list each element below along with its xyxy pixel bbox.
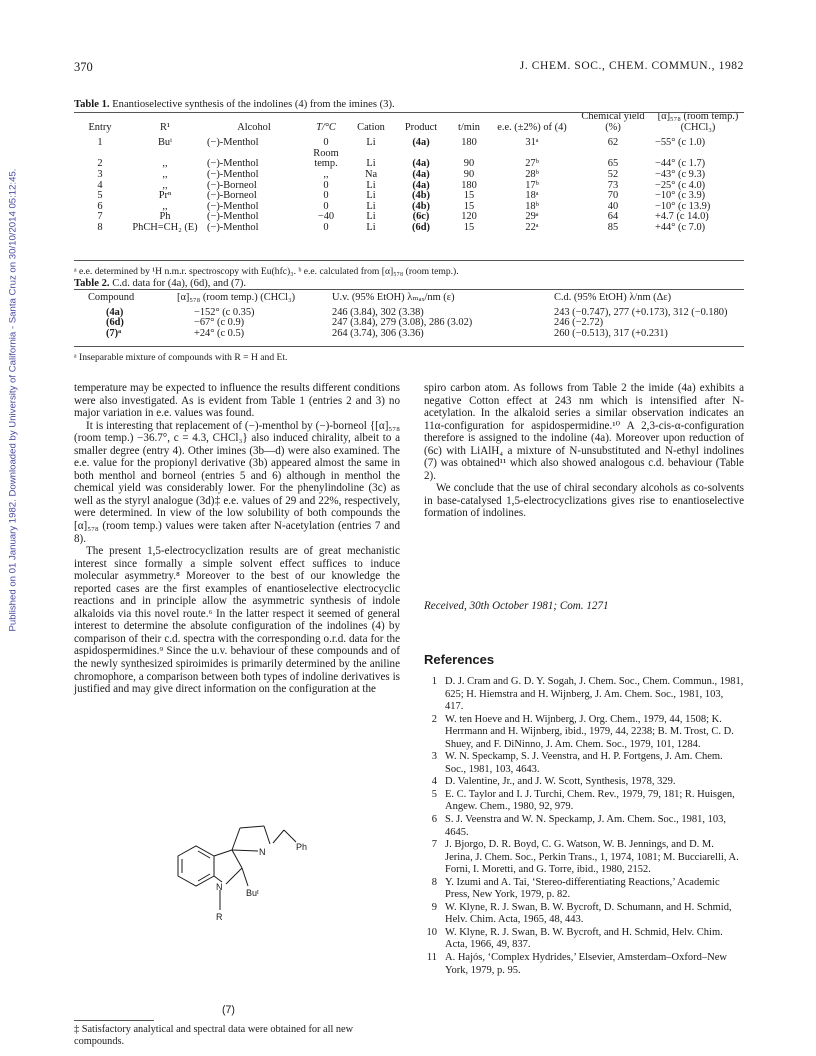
table1-cell-ee: 29ᵃ xyxy=(525,211,539,223)
table1-cell-alcohol: (−)-Menthol xyxy=(207,221,259,233)
table1-cell-time: 180 xyxy=(461,179,477,191)
table2-cell-uv: 264 (3.74), 306 (3.36) xyxy=(332,327,424,339)
reference-text: J. Bjorgo, D. R. Boyd, C. G. Watson, W. B. Jennings, and D. M. Jerina, J. Chem. Soc., Perkin Trans., 1, 1974, 1081; M. Bucciarelli, A. Forni, I. Moretti, and G. Torre, ibid., 1980, 2152. xyxy=(445,839,739,876)
table1-cell-time: 90 xyxy=(463,158,475,170)
reference-item xyxy=(424,902,744,927)
table1-cell-entry: 1 xyxy=(97,137,103,149)
table1-row xyxy=(74,202,744,213)
table1-cell-product: (4a) xyxy=(412,168,430,180)
table1-cell-rotation: +44° (c 7.0) xyxy=(655,221,706,233)
table1-cell-temp: 0 xyxy=(323,221,329,233)
table1-cell-alcohol: (−)-Borneol xyxy=(207,179,257,191)
table1-cell-rotation: −43° (c 9.3) xyxy=(655,168,706,180)
table1-cell-temp: 0 xyxy=(323,137,329,149)
table1-cell-time: 120 xyxy=(461,211,477,223)
table1-cell-rotation: −25° (c 4.0) xyxy=(655,179,706,191)
table2-cell-cd: 260 (−0.513), 317 (+0.231) xyxy=(554,327,668,339)
table2-cell-uv: 247 (3.84), 279 (3.08), 286 (3.02) xyxy=(332,317,473,329)
reference-item xyxy=(424,877,744,902)
table1-cell-yield: 65 xyxy=(607,158,619,170)
table1-cell-entry: 2 xyxy=(97,158,103,170)
table1-cell-product: (4a) xyxy=(412,137,430,149)
table1-cell-r1: Prⁿ xyxy=(158,190,172,202)
table2-row xyxy=(74,329,744,340)
table1-cell-alcohol: (−)-Menthol xyxy=(207,168,259,180)
left-paragraph-3: The present 1,5-electrocyclization results are of great mechanistic interest since formally a simple solvent effect suffices to induce molecular asymmetry.⁸ Moreover to the best of our knowledge the reported cases are the first examples of enantioselective electrocyclic reactions and in principle allow the asymmetric synthesis of indole alkaloids via this novel route.⁶ In the latter respect it seemed of general interest to determine the absolute configuration of the indolines (4) by comparison of their c.d. spectra with the corresponding o.r.d. data for the aspidospermidines.⁹ Since the u.v. behaviour of these compounds and of the newly synthesized spiroimides is primarily determined by the aniline chromophore, a comparison between both types of indoline derivatives is justified and may give direct information on the configuration at the xyxy=(74,545,400,696)
download-watermark xyxy=(6,140,20,660)
table1-footnote: ᵃ e.e. determined by ¹H n.m.r. spectroscopy with Eu(hfc)₃. ᵇ e.e. calculated from [α]₅₇₈ (room temp.). xyxy=(74,266,459,277)
right-paragraph-2: We conclude that the use of chiral secondary alcohols as co-solvents in base-catalysed 1,5-electrocyclizations gives rise to enantioselective formation of indolines. xyxy=(424,482,744,520)
reference-text: E. C. Taylor and I. J. Turchi, Chem. Rev., 1979, 79, 181; R. Huisgen, Angew. Chem., 1980, 92, 979. xyxy=(445,788,735,813)
table1-cell-temp: 0 xyxy=(323,190,329,202)
reference-number: 8 xyxy=(431,876,437,888)
table1-cell-rotation: −10° (c 3.9) xyxy=(655,190,706,202)
page-number: 370 xyxy=(74,60,93,74)
table1-row xyxy=(74,181,744,192)
t2-col-uv: U.v. (95% EtOH) λₘₐₓ/nm (ε) xyxy=(332,292,455,303)
references-list xyxy=(424,676,744,977)
reference-item xyxy=(424,789,744,814)
reference-item xyxy=(424,714,744,752)
download-watermark-text: Published on 01 January 1982. Downloaded by University of California - Santa Cruz on 30/10/2014 05:12:45. xyxy=(7,168,19,632)
table2-cell-rotation: +24° (c 0.5) xyxy=(194,327,245,339)
table1-cell-cation: Li xyxy=(366,158,376,170)
reference-number: 6 xyxy=(431,814,437,826)
table1-cell-yield: 64 xyxy=(607,211,619,223)
table1-cell-cation: Li xyxy=(366,137,376,149)
table1-cell-ee: 22ᵃ xyxy=(525,221,539,233)
table1-cell-entry: 3 xyxy=(97,168,103,180)
t2-col-cd: C.d. (95% EtOH) λ/nm (Δε) xyxy=(554,292,672,303)
table1-cell-time: 15 xyxy=(463,221,475,233)
table1-cell-alcohol: (−)-Menthol xyxy=(207,200,259,212)
table1-cell-ee: 31ᵃ xyxy=(525,137,539,149)
table1-cell-time: 90 xyxy=(463,168,475,180)
table1-cell-temp: 0 xyxy=(323,200,329,212)
col-time: t/min xyxy=(458,121,480,133)
table1-cell-cation: Li xyxy=(366,211,376,223)
table1-caption xyxy=(74,99,395,110)
reference-text: Y. Izumi and A. Tai, ‘Stereo-differentiating Reactions,’ Academic Press, New York, 1979, p. 82. xyxy=(445,876,720,901)
table1-cell-ee: 17ᵇ xyxy=(525,179,539,191)
reference-item xyxy=(424,839,744,877)
table1-cell-r1: PhCH=CH₂ (E) xyxy=(132,221,198,233)
received-line: Received, 30th October 1981; Com. 1271 xyxy=(424,600,609,612)
col-temp: T/°C xyxy=(316,121,336,133)
table1-cell-product: (4b) xyxy=(412,190,430,202)
table1-cell-rotation: −55° (c 1.0) xyxy=(655,137,706,149)
col-r1: R¹ xyxy=(159,121,171,133)
footnote-rule xyxy=(74,1020,154,1021)
n-label-indoline: N xyxy=(216,882,223,892)
reference-number: 10 xyxy=(426,926,437,938)
table2-caption xyxy=(74,278,246,289)
table1-cell-ee: 28ᵇ xyxy=(525,168,539,180)
table1-cell-r1: Buᵗ xyxy=(157,137,173,149)
table2-cell-cd: 246 (−2.72) xyxy=(554,317,604,329)
table1-cell-product: (4b) xyxy=(412,200,430,212)
table1-cell-temp: −40 xyxy=(317,211,335,223)
reference-item xyxy=(424,814,744,839)
table1-cell-r1: ,, xyxy=(162,179,168,191)
left-column xyxy=(74,382,400,696)
table1 xyxy=(74,112,744,234)
reference-number: 4 xyxy=(431,776,437,788)
table1-cell-product: (4a) xyxy=(412,158,430,170)
reference-text: W. ten Hoeve and H. Wijnberg, J. Org. Chem., 1979, 44, 1508; K. Herrmann and H. Wijnberg, ibid., 1979, 44, 2238; B. M. Trost, C. D. Shuey, and F. DiNinno, J. Am. Chem. Soc., 1979, 101, 1284. xyxy=(445,713,734,750)
table1-row xyxy=(74,170,744,181)
reference-text: W. N. Speckamp, S. J. Veenstra, and H. P. Fortgens, J. Am. Chem. Soc., 1981, 103, 4643. xyxy=(445,751,723,775)
col-cation: Cation xyxy=(357,121,385,133)
table1-cell-time: 180 xyxy=(461,137,477,149)
table1-cell-alcohol: (−)-Menthol xyxy=(207,211,259,223)
table1-cell-yield: 40 xyxy=(607,200,619,212)
table2-bottom-rule xyxy=(74,346,744,347)
table1-cell-yield: 70 xyxy=(607,190,619,202)
table1-cell-temp: ,, xyxy=(323,168,329,180)
reference-item xyxy=(424,927,744,952)
table1-row xyxy=(74,223,744,234)
table1-cell-yield: 73 xyxy=(607,179,619,191)
table2 xyxy=(74,293,744,339)
table1-cell-time: 15 xyxy=(463,190,475,202)
table1-top-rule xyxy=(74,112,744,113)
table1-cell-cation: Li xyxy=(366,190,376,202)
table1-cell-entry: 4 xyxy=(97,179,103,191)
table1-cell-rotation: +4.7 (c 14.0) xyxy=(655,211,709,223)
table1-cell-cation: Li xyxy=(366,200,376,212)
table2-top-rule xyxy=(74,289,744,290)
running-title: J. CHEM. SOC., CHEM. COMMUN., 1982 xyxy=(519,60,744,72)
right-column xyxy=(424,382,744,520)
reference-number: 5 xyxy=(431,788,437,800)
table2-cell-compound: (4a) xyxy=(106,306,124,318)
table1-cell-rotation: −44° (c 1.7) xyxy=(655,158,706,170)
structure-7-drawing xyxy=(160,818,310,978)
reference-number: 7 xyxy=(431,839,437,851)
table1-cell-entry: 6 xyxy=(97,200,103,212)
table1-row xyxy=(74,135,744,149)
reference-text: D. J. Cram and G. D. Y. Sogah, J. Chem. Soc., Chem. Commun., 1981, 625; H. Hiemstra and H. Wijnberg, J. Am. Chem. Soc., 1981, 103, 417. xyxy=(445,676,744,713)
structure-caption: (7) xyxy=(222,1004,235,1016)
table1-cell-product: (4a) xyxy=(412,179,430,191)
table2-cell-uv: 246 (3.84), 302 (3.38) xyxy=(332,306,424,318)
table1-cell-r1: ,, xyxy=(162,158,168,170)
table2-footnote: ᵃ Inseparable mixture of compounds with R = H and Et. xyxy=(74,352,288,363)
table2-cell-rotation: −152° (c 0.35) xyxy=(194,306,255,318)
table1-cell-product: (6d) xyxy=(412,221,430,233)
table1-cell-temp: Room temp. xyxy=(313,147,339,170)
reference-text: A. Hajós, ‘Complex Hydrides,’ Elsevier, Amsterdam–Oxford–New York, 1979, p. 95. xyxy=(445,952,727,976)
page-footnote: ‡ Satisfactory analytical and spectral data were obtained for all new compounds. xyxy=(74,1024,354,1047)
table1-cell-temp: 0 xyxy=(323,179,329,191)
table1-cell-r1: ,, xyxy=(162,168,168,180)
table2-cell-compound: (7)ᵃ xyxy=(106,327,122,339)
r-label: R xyxy=(216,912,223,922)
col-product: Product xyxy=(404,121,438,133)
table1-bottom-rule xyxy=(74,260,744,261)
table1-cell-r1: Ph xyxy=(159,211,171,223)
col-rotation: [α]₅₇₈ (room temp.) (CHCl₃) xyxy=(657,111,739,133)
reference-item xyxy=(424,751,744,776)
col-ee: e.e. (±2%) of (4) xyxy=(497,121,567,133)
reference-item xyxy=(424,676,744,714)
table1-cell-cation: Li xyxy=(366,221,376,233)
table1-cell-cation: Li xyxy=(366,179,376,191)
table1-caption-label: Table 1. xyxy=(74,99,110,110)
references-heading: References xyxy=(424,652,495,667)
reference-number: 2 xyxy=(431,713,437,725)
table1-cell-alcohol: (−)-Borneol xyxy=(207,190,257,202)
table1-cell-ee: 18ᵃ xyxy=(525,190,539,202)
reference-number: 1 xyxy=(431,676,437,687)
table2-caption-label: Table 2. xyxy=(74,278,110,289)
t2-col-rotation: [α]₅₇₈ (room temp.) (CHCl₃) xyxy=(177,292,296,303)
structure-7 xyxy=(160,818,310,978)
col-entry: Entry xyxy=(88,121,112,133)
reference-number: 11 xyxy=(426,952,437,964)
table1-caption-text: Enantioselective synthesis of the indolines (4) from the imines (3). xyxy=(112,99,395,110)
left-paragraph-1: temperature may be expected to influence the results different conditions were also investigated. As is evident from Table 1 (entries 2 and 3) no major variation in e.e. values was found. xyxy=(74,382,400,420)
table2-cell-compound: (6d) xyxy=(106,317,124,329)
table1-cell-ee: 18ᵇ xyxy=(525,200,539,212)
bu-label: Buᵗ xyxy=(246,888,259,898)
reference-item xyxy=(424,776,744,789)
table1-cell-cation: Na xyxy=(364,168,378,180)
reference-text: S. J. Veenstra and W. N. Speckamp, J. Am. Chem. Soc., 1981, 103, 4645. xyxy=(445,814,726,838)
reference-number: 9 xyxy=(431,901,437,913)
table1-cell-yield: 62 xyxy=(607,137,619,149)
col-yield: Chemical yield (%) xyxy=(581,111,645,133)
table2-cell-cd: 243 (−0.747), 277 (+0.173), 312 (−0.180) xyxy=(554,306,728,318)
left-paragraph-2: It is interesting that replacement of (−)-menthol by (−)-borneol {[α]₅₇₈ (room temp.) −36.7°, c = 4.3, CHCl₃} also induced chirality, albeit to a smaller degree (entry 4). Other imines (3b—d) were also examined. The e.e. value for the propionyl derivative (3b) appeared almost the same in both menthol and borneol (entries 5 and 6) although in menthol the chemical yield was considerably lower. For the phenylindoline (3c) as well as the styryl analogue (3d)‡ e.e. values of 29 and 22%, respectively, were determined. In view of the low solubility of both compounds the [α]₅₇₈ (room temp.) values were taken after N-acetylation (entries 7 and 8). xyxy=(74,419,400,545)
col-alcohol: Alcohol xyxy=(237,121,271,133)
table1-cell-alcohol: (−)-Menthol xyxy=(207,158,259,170)
reference-text: W. Klyne, R. J. Swan, B. W. Bycroft, and H. Schmid, Helv. Chim. Acta, 1966, 49, 837. xyxy=(445,926,723,951)
table1-cell-r1: ,, xyxy=(162,200,168,212)
table1-cell-rotation: −10° (c 13.9) xyxy=(655,200,711,212)
reference-item xyxy=(424,952,744,977)
table2-caption-text: C.d. data for (4a), (6d), and (7). xyxy=(112,278,247,289)
benzene-ring xyxy=(178,846,214,886)
reference-text: W. Klyne, R. J. Swan, B. W. Bycroft, D. Schumann, and H. Schmid, Helv. Chim. Acta, 1965, 48, 443. xyxy=(445,901,732,926)
table1-cell-yield: 52 xyxy=(607,168,619,180)
table1-row xyxy=(74,149,744,170)
table1-cell-product: (6c) xyxy=(412,211,430,223)
table1-cell-entry: 7 xyxy=(97,211,103,223)
table1-cell-entry: 5 xyxy=(97,190,103,202)
n-label-pyrrolidine: N xyxy=(259,847,266,857)
table1-cell-ee: 27ᵇ xyxy=(525,158,539,170)
table1-cell-entry: 8 xyxy=(97,221,103,233)
reference-text: D. Valentine, Jr., and J. W. Scott, Synthesis, 1978, 329. xyxy=(445,776,676,788)
table1-cell-time: 15 xyxy=(463,200,475,212)
t2-col-compound: Compound xyxy=(88,292,135,303)
ph-label: Ph xyxy=(296,842,308,852)
table1-cell-alcohol: (−)-Menthol xyxy=(207,137,259,149)
reference-number: 3 xyxy=(431,751,437,763)
right-paragraph-1: spiro carbon atom. As follows from Table 2 the imide (4a) exhibits a negative Cotton effect at 243 nm which is intensified after N-acetylation. In the alkaloid series a similar observation indicates an 11α-configuration for aspidospermidine.¹⁰ A 2,3-cis-α-configuration therefore is assigned to the indoline (4a). Moreover upon reduction of (6c) with LiAlH₄ a mixture of N-unsubstituted and N-ethyl indolines (7) was obtained¹¹ which also showed analogous c.d. behaviour (Table 2). xyxy=(424,382,744,482)
table2-cell-rotation: −67° (c 0.9) xyxy=(194,317,245,329)
table1-row xyxy=(74,191,744,202)
table1-cell-yield: 85 xyxy=(607,221,619,233)
